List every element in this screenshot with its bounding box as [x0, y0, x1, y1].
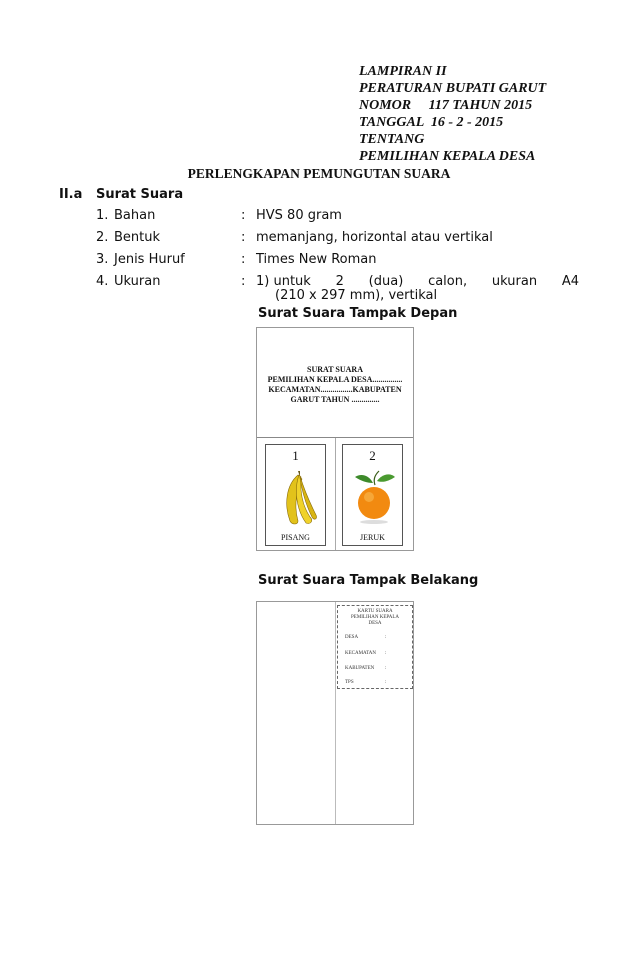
card-title-1: KARTU SUARA — [357, 609, 393, 614]
item-colon: : — [241, 252, 246, 267]
item-colon: : — [241, 230, 246, 245]
card-title-2: PEMILIHAN KEPALA — [350, 615, 399, 620]
item-colon: : — [241, 208, 246, 223]
candidate-number: 2 — [369, 448, 376, 463]
candidate-name: PISANG — [281, 533, 310, 542]
item-colon: : — [241, 274, 246, 289]
item-label: Ukuran — [114, 274, 161, 289]
fold-line — [335, 602, 336, 824]
item-number: 4. — [96, 274, 109, 289]
ballot-line-3: KECAMATAN................KABUPATEN — [268, 385, 402, 394]
card-field-label: DESA — [345, 635, 359, 640]
item-value-continued: (210 x 297 mm), vertikal — [275, 288, 438, 303]
ballot-line-2: PEMILIHAN KEPALA DESA............... — [267, 375, 403, 384]
card-field-colon: : — [385, 651, 387, 656]
item-label: Bahan — [114, 208, 156, 223]
item-value: Times New Roman — [256, 252, 377, 267]
item-number: 3. — [96, 252, 109, 267]
item-number: 1. — [96, 208, 109, 223]
card-field-colon: : — [385, 680, 387, 685]
ballot-line-4: GARUT TAHUN .............. — [290, 395, 380, 404]
item-value: memanjang, horizontal atau vertikal — [256, 230, 493, 245]
header-line-6: PEMILIHAN KEPALA DESA — [359, 149, 536, 164]
item-number: 2. — [96, 230, 109, 245]
card-field-colon: : — [385, 635, 387, 640]
section-title: Surat Suara — [96, 187, 184, 202]
item-label: Bentuk — [114, 230, 161, 245]
back-caption: Surat Suara Tampak Belakang — [258, 573, 479, 588]
candidate-box-2[interactable] — [342, 444, 403, 546]
card-field-label: TPS — [345, 680, 354, 685]
item-label: Jenis Huruf — [114, 252, 185, 267]
ballot-header — [257, 328, 413, 438]
voter-card — [337, 605, 413, 689]
ballot-back — [256, 601, 414, 825]
item-value: HVS 80 gram — [256, 208, 342, 223]
ballot-divider — [335, 438, 336, 550]
candidate-box-1[interactable] — [265, 444, 326, 546]
header-line-4: TANGGAL 16 - 2 - 2015 — [359, 115, 504, 130]
header-line-3: NOMOR 117 TAHUN 2015 — [359, 98, 533, 113]
front-caption: Surat Suara Tampak Depan — [258, 306, 458, 321]
header-line-5: TENTANG — [359, 132, 425, 147]
header-line-2: PERATURAN BUPATI GARUT — [359, 81, 547, 96]
header-line-1: LAMPIRAN II — [359, 64, 447, 79]
candidate-name: JERUK — [360, 533, 385, 542]
card-title-3: DESA — [368, 621, 382, 626]
page-title: PERLENGKAPAN PEMUNGUTAN SUARA — [187, 166, 451, 181]
banana-icon — [276, 469, 318, 527]
attachment-header — [359, 63, 546, 165]
ballot-front — [256, 327, 414, 551]
candidate-number: 1 — [292, 448, 299, 463]
section-number: II.a — [59, 187, 83, 202]
card-field-colon: : — [385, 666, 387, 671]
item-value: 1) untuk 2 (dua) calon, ukuran A4 — [256, 274, 580, 289]
ballot-title: SURAT SUARA — [307, 365, 363, 374]
orange-icon — [353, 469, 397, 527]
card-field-label: KECAMATAN — [345, 651, 376, 656]
card-field-label: KABUPATEN — [345, 666, 375, 671]
